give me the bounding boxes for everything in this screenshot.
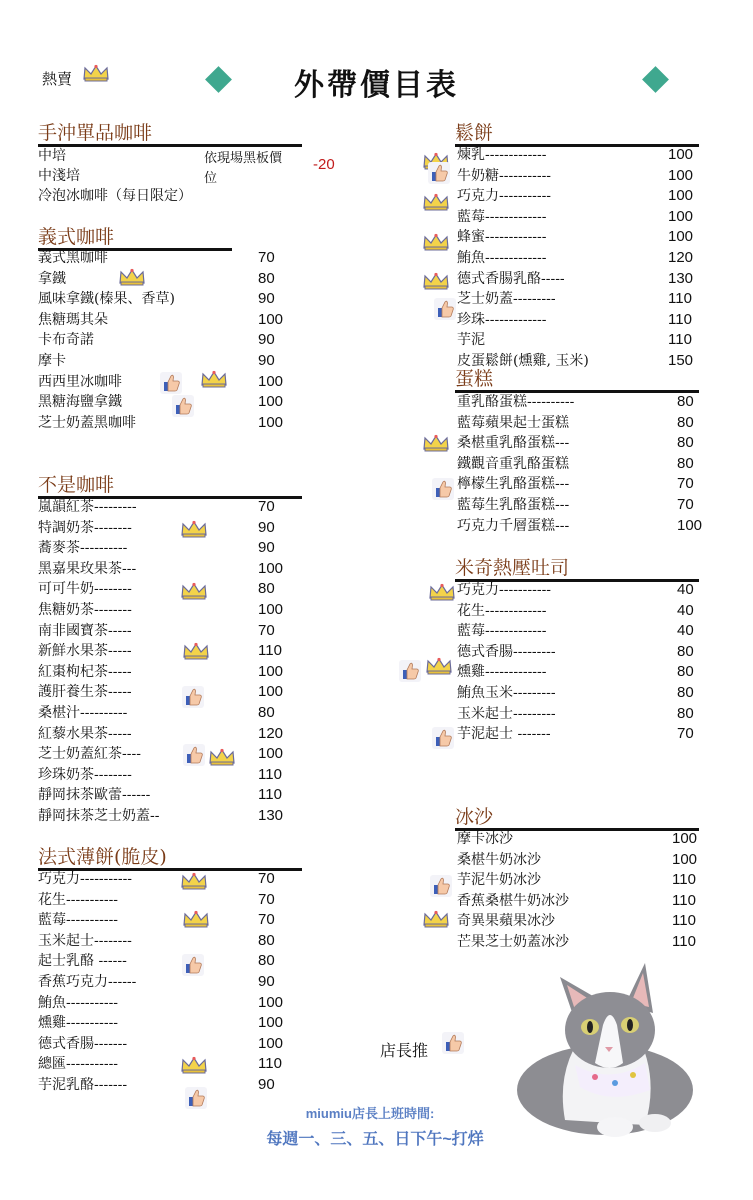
menu-item-price: 100 [258, 683, 284, 701]
menu-item-price: 80 [677, 393, 694, 410]
menu-item-price: 80 [677, 663, 694, 681]
menu-item-name: 芒果芝士奶蓋冰沙 [457, 934, 569, 950]
menu-item-name: 玉米起士--------- [457, 705, 556, 722]
crown-icon [182, 642, 210, 660]
menu-item-name: 卡布奇諾 [38, 332, 94, 349]
hours-text: 每週一、三、五、日下午~打烊 [266, 1131, 484, 1148]
section-title: 手沖單品咖啡 [38, 122, 153, 144]
menu-item-name: 檸檬生乳酪蛋糕--- [457, 476, 570, 493]
thumbs-up-icon [430, 725, 456, 751]
section-cake [455, 368, 699, 393]
menu-item-price: 80 [258, 580, 275, 598]
menu-item-name: 玉米起士-------- [38, 932, 132, 949]
menu-item-price: 100 [258, 1034, 284, 1052]
menu-item-name: 蕎麥茶---------- [38, 540, 128, 557]
menu-item-name: 德式香腸------- [38, 1035, 128, 1052]
menu-item-name: 摩卡冰沙 [457, 831, 513, 847]
price-note-cont: 位 [204, 171, 218, 186]
thumbs-up-icon [440, 1030, 466, 1056]
menu-item-price: 110 [668, 331, 692, 349]
menu-item-name: 牛奶糖----------- [457, 167, 552, 184]
section-title: 鬆餅 [455, 122, 494, 144]
menu-item-price: 120 [258, 724, 284, 742]
menu-item-price: 70 [258, 498, 275, 515]
menu-item-name: 鮪魚----------- [38, 994, 119, 1011]
menu-item-price: 70 [258, 911, 275, 929]
section-title: 米奇熱壓吐司 [455, 557, 570, 579]
menu-item-price: 110 [668, 310, 692, 328]
menu-item-name: 燻雞------------- [457, 664, 547, 681]
menu-item-price: 70 [258, 621, 275, 639]
thumbs-up-icon [183, 1085, 209, 1111]
menu-item-name: 桑椹牛奶冰沙 [457, 851, 541, 868]
menu-item-name: 芝士奶蓋--------- [457, 291, 556, 308]
menu-item-price: 110 [672, 891, 696, 909]
menu-item-name: 煉乳------------- [457, 147, 547, 163]
menu-item-price: 110 [672, 871, 696, 889]
menu-item-price: 100 [258, 310, 284, 328]
crown-icon [422, 193, 450, 211]
menu-item-name: 摩卡 [38, 353, 66, 369]
section-title: 冰沙 [455, 806, 494, 828]
crown-icon [428, 583, 456, 601]
page-title: 外帶價目表 [294, 68, 459, 103]
crown-icon [180, 872, 208, 890]
menu-item-name: 香蕉桑椹牛奶冰沙 [457, 892, 569, 909]
menu-item-price: 110 [258, 1055, 282, 1073]
menu-item-price: 100 [672, 850, 698, 868]
thumbs-up-icon [180, 952, 206, 978]
section-toast [455, 557, 699, 582]
menu-item-price: 110 [672, 912, 696, 930]
menu-item-price: 90 [258, 290, 275, 308]
menu-item-price: 80 [677, 684, 694, 701]
crown-icon [118, 268, 146, 286]
menu-item-name: 黑嘉果玫果茶--- [38, 560, 137, 577]
menu-item-price: 40 [677, 581, 694, 598]
section-ice [455, 806, 699, 831]
menu-item-name: 紅藜水果茶----- [38, 725, 132, 742]
menu-item-name: 新鮮水果茶----- [38, 643, 132, 660]
section-crepe [38, 846, 302, 871]
crown-icon [422, 910, 450, 928]
menu-item-price: 100 [672, 830, 698, 847]
menu-item-price: 80 [677, 454, 694, 472]
menu-item-name: 珍珠奶茶-------- [38, 766, 132, 783]
crown-icon [180, 520, 208, 538]
menu-item-price: 40 [677, 601, 694, 619]
menu-item-name: 鐵觀音重乳酪蛋糕 [457, 455, 569, 472]
price-note: 依現場黑板價 [204, 151, 283, 166]
thumbs-up-icon [426, 160, 452, 186]
menu-item-price: 90 [258, 518, 275, 536]
menu-item-price: 100 [668, 228, 694, 246]
menu-item-name: 藍莓------------- [457, 208, 547, 225]
menu-item-price: 100 [668, 166, 694, 184]
menu-item-name: 芋泥乳酪------- [38, 1077, 128, 1093]
menu-item-price: 80 [258, 931, 275, 949]
crown-icon [422, 233, 450, 251]
crown-icon [200, 370, 228, 388]
menu-item-price: 100 [258, 372, 284, 390]
menu-item-price: 90 [258, 539, 275, 557]
menu-item-price: 110 [258, 765, 282, 783]
menu-item-name: 藍莓----------- [38, 912, 119, 929]
menu-item-name: 拿鐵 [38, 270, 66, 287]
menu-item-price: 70 [677, 725, 694, 743]
menu-item-price: 90 [258, 1076, 275, 1093]
hot-label: 熱賣 [42, 70, 73, 88]
menu-item-name: 重乳酪蛋糕---------- [457, 394, 575, 410]
menu-item-price: 100 [258, 559, 284, 577]
menu-item-name: 燻雞----------- [38, 1015, 119, 1032]
menu-item-price: 70 [258, 890, 275, 908]
menu-item-name: 巧克力----------- [457, 188, 552, 205]
menu-item-name: 巧克力千層蛋糕--- [457, 517, 570, 534]
menu-item-name: 焦糖瑪其朵 [38, 311, 108, 328]
menu-item-name: 桑椹重乳酪蛋糕--- [457, 435, 570, 452]
menu-item-price: 90 [258, 331, 275, 349]
menu-item-price: 100 [258, 413, 284, 431]
menu-item-name: 嵐韻紅茶--------- [38, 499, 137, 515]
menu-item-name: 花生------------- [457, 602, 547, 619]
menu-item-price: 40 [677, 622, 694, 640]
menu-item-price: 80 [677, 434, 694, 452]
manager-pick-label: 店長推 [380, 1041, 429, 1060]
menu-item-name: 蜂蜜------------- [457, 229, 547, 246]
menu-item-name: 芝士奶蓋紅茶---- [38, 746, 141, 763]
menu-item-name: 芋泥起士 ------- [457, 726, 551, 743]
menu-item-name: 靜岡抹茶歐蕾------ [38, 787, 151, 804]
menu-item-name: 鮪魚------------- [457, 250, 547, 266]
crown-icon [422, 272, 450, 290]
menu-item-name: 藍莓生乳酪蛋糕--- [457, 497, 570, 513]
crown-icon [422, 434, 450, 452]
menu-item-price: 100 [258, 601, 284, 618]
menu-item-name: 特調奶茶-------- [38, 519, 132, 536]
section-title: 蛋糕 [455, 368, 494, 390]
menu-item-price: 130 [668, 269, 694, 287]
menu-item-price: 80 [677, 704, 694, 722]
thumbs-up-icon [430, 476, 456, 502]
menu-item-name: 護肝養生茶----- [38, 684, 132, 701]
menu-item-price: 80 [677, 413, 694, 431]
section-noncoffee [38, 474, 302, 499]
thumbs-up-icon [432, 296, 458, 322]
menu-item-price: 100 [258, 993, 284, 1011]
crown-icon [180, 1056, 208, 1074]
menu-item-price: 100 [668, 146, 694, 163]
menu-item-price: 80 [258, 269, 275, 287]
menu-item-name: 德式香腸--------- [457, 643, 556, 660]
section-title: 義式咖啡 [38, 226, 115, 248]
thumbs-up-icon [170, 393, 196, 419]
menu-item-name: 香蕉巧克力------ [38, 974, 137, 990]
thumbs-up-icon [397, 658, 423, 684]
menu-item-price: 100 [258, 1014, 284, 1032]
menu-item-price: 80 [258, 704, 275, 721]
thumbs-up-icon [180, 684, 206, 710]
menu-item-name: 藍莓------------- [457, 623, 547, 640]
menu-item-price: 110 [258, 786, 282, 804]
menu-item-price: 150 [668, 352, 694, 369]
menu-item-price: 100 [668, 187, 694, 205]
menu-item-name: 花生----------- [38, 891, 119, 908]
menu-item-price: 100 [258, 393, 284, 411]
thumbs-up-icon [428, 873, 454, 899]
discount-label: -20 [313, 156, 335, 173]
menu-item-price: 120 [668, 249, 694, 266]
thumbs-up-icon [181, 742, 207, 768]
menu-item-name: 德式香腸乳酪----- [457, 270, 565, 287]
menu-item-price: 70 [677, 475, 694, 493]
menu-item-price: 100 [258, 662, 284, 680]
cat-illustration [495, 955, 695, 1140]
menu-item-price: 110 [672, 933, 696, 950]
menu-item-name: 皮蛋鬆餅(燻雞, 玉米) [457, 353, 589, 369]
menu-item-name: 芋泥牛奶冰沙 [457, 872, 541, 889]
section-title: 不是咖啡 [38, 474, 115, 496]
menu-item-price: 80 [258, 952, 275, 970]
menu-item-price: 110 [668, 290, 692, 308]
menu-item-name: 南非國寶茶----- [38, 622, 132, 639]
crown-icon [208, 748, 236, 766]
crown-icon [425, 657, 453, 675]
menu-item-name: 起士乳酪 ------ [38, 953, 127, 970]
crown-icon [182, 910, 210, 928]
menu-item-name: 紅棗枸杞茶----- [38, 663, 132, 680]
menu-item-price: 70 [258, 249, 275, 266]
menu-item-name: 風味拿鐵(榛果、香草) [38, 291, 175, 308]
menu-item-name: 巧克力----------- [38, 871, 133, 887]
menu-item-name: 桑椹汁---------- [38, 705, 128, 721]
menu-item-name: 黑糖海鹽拿鐵 [38, 394, 122, 411]
section-waffle [455, 122, 699, 147]
menu-item-price: 100 [258, 745, 284, 763]
menu-item-name: 義式黑咖啡 [38, 250, 108, 266]
menu-item-price: 100 [668, 207, 694, 225]
menu-item-price: 70 [677, 496, 694, 513]
hours-title: miumiu店長上班時間: [305, 1106, 435, 1121]
menu-item-name: 靜岡抹茶芝士奶蓋-- [38, 808, 160, 824]
menu-item-name: 藍莓蘋果起士蛋糕 [457, 414, 569, 431]
menu-item-name: 芝士奶蓋黑咖啡 [38, 414, 136, 431]
menu-item-price: 100 [677, 516, 703, 534]
section-title: 法式薄餅(脆皮) [38, 846, 167, 868]
menu-item-price: 130 [258, 807, 284, 824]
menu-item-name: 巧克力----------- [457, 582, 552, 598]
menu-item-name: 西西里冰咖啡 [38, 373, 122, 390]
menu-item-name: 可可牛奶-------- [38, 581, 132, 598]
menu-item-price: 90 [258, 973, 275, 990]
menu-item-name: 焦糖奶茶-------- [38, 602, 132, 618]
menu-item-name: 芋泥 [457, 332, 485, 349]
menu-item-price: 70 [258, 870, 275, 887]
menu-item-price: 80 [677, 642, 694, 660]
menu-item-price: 90 [258, 352, 275, 369]
menu-item-name: 總匯----------- [38, 1056, 119, 1073]
menu-item-name: 奇異果蘋果冰沙 [457, 913, 555, 930]
menu-item-name: 鮪魚玉米--------- [457, 685, 556, 701]
crown-icon [180, 582, 208, 600]
menu-item-name: 珍珠------------- [457, 311, 547, 328]
section-pourover [38, 122, 302, 147]
menu-item-price: 110 [258, 642, 282, 660]
